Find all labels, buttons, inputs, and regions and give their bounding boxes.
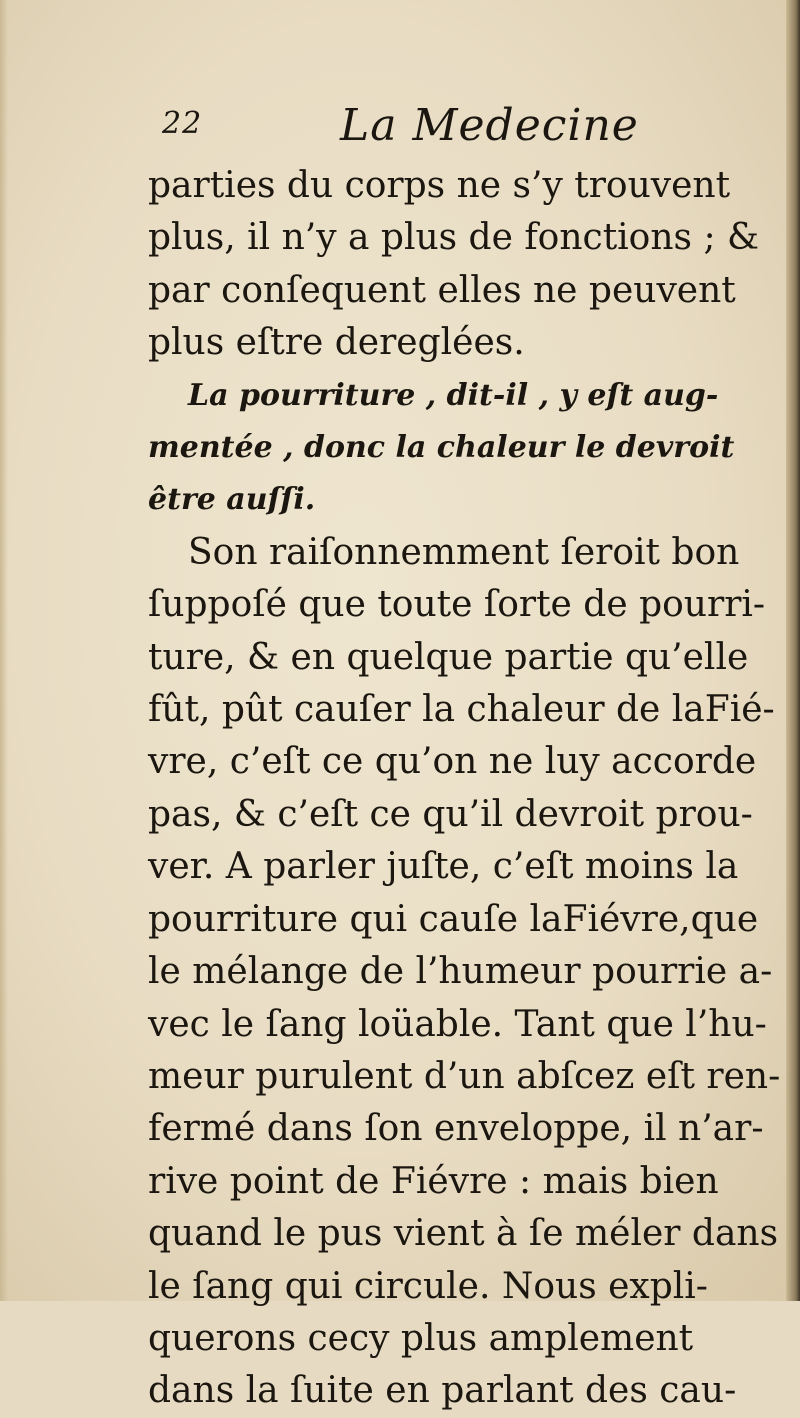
text-line: parties du corps ne s’y trouvent bbox=[148, 165, 731, 206]
running-head bbox=[162, 100, 722, 160]
text-line: dans la ſuite en parlant des cau- bbox=[148, 1370, 737, 1412]
quoted-line: être auſſi. bbox=[148, 482, 316, 518]
text-line: rive point de Fiévre : mais bien bbox=[148, 1160, 719, 1202]
text-line: ver. A parler juſte, c’eſt moins la bbox=[148, 846, 739, 888]
text-line: fermé dans ſon enveloppe, il n’ar- bbox=[148, 1108, 764, 1150]
text-line: le mélange de l’humeur pourrie a- bbox=[148, 951, 773, 993]
text-line: ture, & en quelque partie qu’elle bbox=[148, 636, 749, 678]
text-line: le ſang qui circule. Nous expli- bbox=[148, 1265, 708, 1307]
page-edge bbox=[786, 0, 800, 1301]
quoted-line: La pourriture , dit-il , y eſt aug- bbox=[188, 377, 719, 413]
text-line: pourriture qui cauſe laFiévre,que bbox=[148, 898, 759, 940]
text-line: vre, c’eſt ce qu’on ne luy accorde bbox=[148, 741, 757, 783]
running-title: La Medecine bbox=[340, 100, 639, 151]
quoted-line: mentée , donc la chaleur le devroit bbox=[148, 430, 735, 466]
text-line: vec le ſang loüable. Tant que l’hu- bbox=[148, 1003, 767, 1045]
text-line: par conſequent elles ne peuvent bbox=[148, 269, 736, 311]
text-line: fût, pût cauſer la chaleur de laFié- bbox=[148, 689, 775, 731]
text-line: quand le pus vient à ſe méler dans bbox=[148, 1213, 779, 1255]
page-gutter-shadow bbox=[0, 0, 8, 1301]
page-number: 22 bbox=[162, 106, 203, 141]
text-line: plus eſtre dereglées. bbox=[148, 322, 525, 364]
text-line: plus, il n’y a plus de fonctions ; & bbox=[148, 217, 760, 259]
text-line: querons cecy plus amplement bbox=[148, 1317, 694, 1359]
text-line: ſuppoſé que toute ſorte de pourri- bbox=[148, 584, 766, 626]
text-line: pas, & c’eſt ce qu’il devroit prou- bbox=[148, 793, 753, 835]
body-text bbox=[148, 160, 781, 1418]
text-line: meur purulent d’un abſcez eſt ren- bbox=[148, 1055, 781, 1097]
text-line: Son raiſonnemment ſeroit bon bbox=[188, 531, 740, 573]
